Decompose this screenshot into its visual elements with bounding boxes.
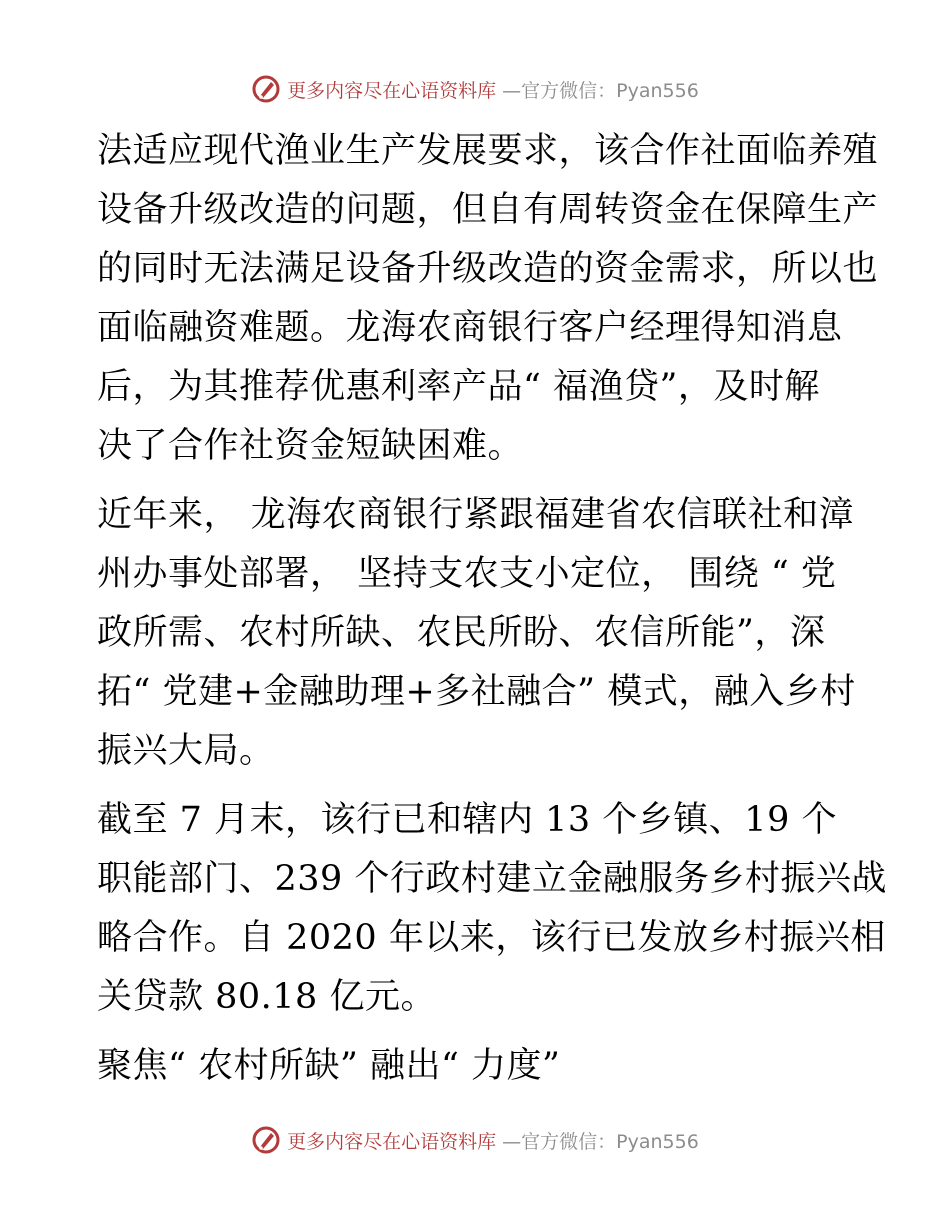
text-line: 后，为其推荐优惠利率产品“ 福渔贷”，及时解 bbox=[97, 367, 820, 407]
paragraph-2 bbox=[97, 486, 857, 781]
watermark-suffix: —官方微信：Pyan556 bbox=[502, 79, 699, 102]
text-line: 拓“ 党建+金融助理+多社融合” 模式，融入乡村 bbox=[97, 672, 856, 712]
text-line: 振兴大局。 bbox=[97, 731, 275, 771]
footer-watermark bbox=[0, 1125, 950, 1155]
text-line: 决了合作社资金短缺困难。 bbox=[97, 426, 524, 466]
text-line: 职能部门、239 个行政村建立金融服务乡村振兴战 bbox=[97, 859, 887, 899]
pen-logo-icon bbox=[251, 74, 281, 104]
text-line: 面临融资难题。龙海农商银行客户经理得知消息 bbox=[97, 308, 843, 348]
pen-logo-icon bbox=[251, 1125, 281, 1155]
watermark-suffix: —官方微信：Pyan556 bbox=[502, 1130, 699, 1153]
text-line: 政所需、农村所缺、农民所盼、农信所能”，深 bbox=[97, 613, 826, 653]
paragraph-1 bbox=[97, 122, 879, 476]
text-line: 略合作。自 2020 年以来，该行已发放乡村振兴相 bbox=[97, 918, 886, 958]
text-line: 设备升级改造的问题，但自有周转资金在保障生产 bbox=[97, 190, 879, 230]
text-line: 州办事处部署， 坚持支农支小定位， 围绕 “ 党 bbox=[97, 554, 837, 594]
text-line: 聚焦“ 农村所缺” 融出“ 力度” bbox=[97, 1046, 561, 1086]
document-body bbox=[97, 122, 887, 1096]
section-heading bbox=[97, 1037, 857, 1096]
watermark-text: 更多内容尽在心语资料库 bbox=[287, 1130, 497, 1153]
header-watermark bbox=[0, 74, 950, 104]
text-line: 截至 7 月末，该行已和辖内 13 个乡镇、19 个 bbox=[97, 800, 837, 840]
text-line: 关贷款 80.18 亿元。 bbox=[97, 977, 436, 1017]
text-line: 近年来， 龙海农商银行紧跟福建省农信联社和漳 bbox=[97, 495, 855, 535]
watermark-text: 更多内容尽在心语资料库 bbox=[287, 79, 497, 102]
paragraph-3 bbox=[97, 791, 887, 1027]
text-line: 法适应现代渔业生产发展要求，该合作社面临养殖 bbox=[97, 131, 879, 171]
text-line: 的同时无法满足设备升级改造的资金需求，所以也 bbox=[97, 249, 879, 289]
